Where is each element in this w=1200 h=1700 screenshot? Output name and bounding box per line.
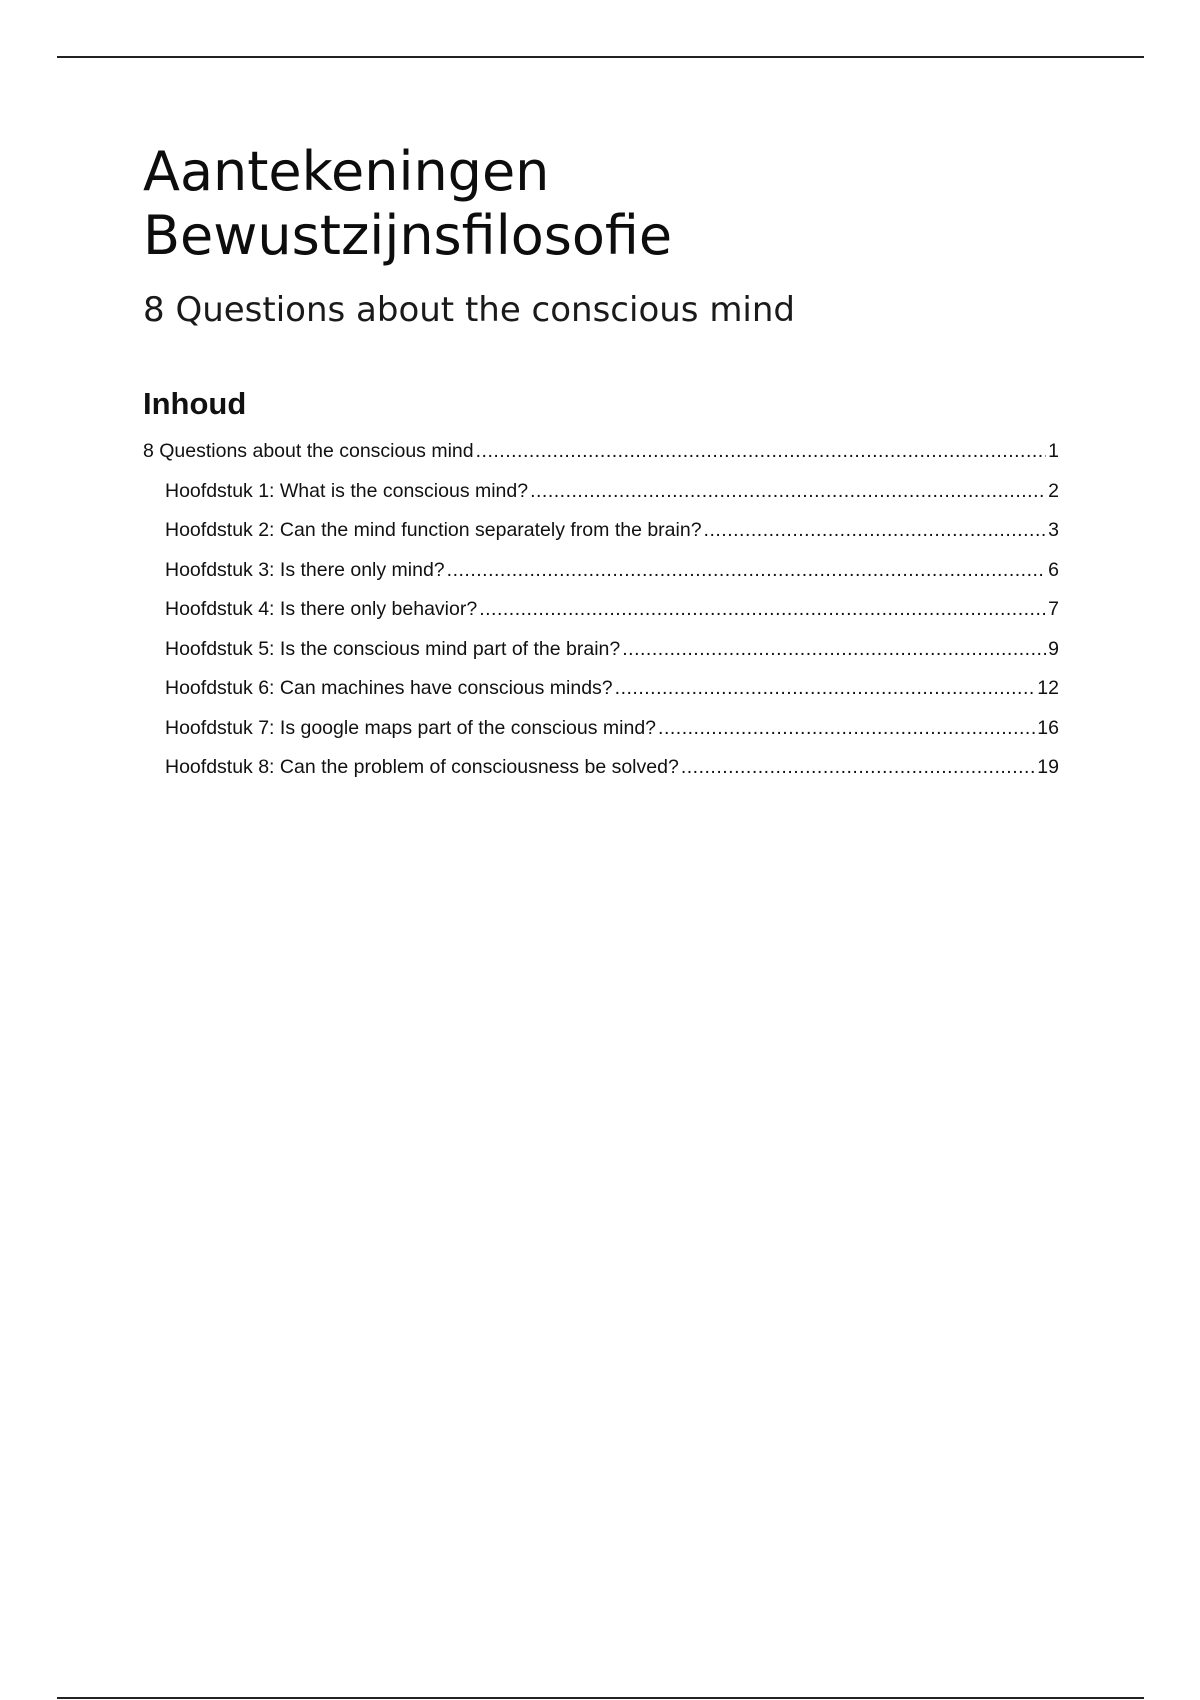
toc-entry-text: Hoofdstuk 1: What is the conscious mind? <box>165 479 529 502</box>
toc-dot-leader <box>476 440 1047 463</box>
footer-rule <box>57 1697 1144 1699</box>
document-title-line-1: Aantekeningen <box>143 140 550 203</box>
toc-entry[interactable] <box>143 559 1059 599</box>
toc-entry-page: 3 <box>1048 519 1059 541</box>
toc-entry-page: 1 <box>1048 440 1059 462</box>
toc-entry[interactable] <box>143 519 1059 559</box>
toc-dot-leader <box>615 677 1036 700</box>
toc-entry-page: 7 <box>1048 598 1059 620</box>
toc-entry-text: Hoofdstuk 7: Is google maps part of the conscious mind? <box>165 716 657 739</box>
toc-entry-page: 16 <box>1037 716 1059 739</box>
document-title <box>143 140 1059 268</box>
toc-entry-text: Hoofdstuk 8: Can the problem of consciousness be solved? <box>165 756 679 778</box>
toc-entry-text: Hoofdstuk 6: Can machines have conscious minds? <box>165 677 613 699</box>
toc-entry[interactable] <box>143 598 1059 638</box>
toc-entry-text: 8 Questions about the conscious mind <box>143 440 474 462</box>
toc-entry-text: Hoofdstuk 5: Is the conscious mind part of the brain? <box>165 637 621 660</box>
toc-entry-text: Hoofdstuk 3: Is there only mind? <box>165 558 445 581</box>
toc-entry-text: Hoofdstuk 4: Is there only behavior? <box>165 598 478 620</box>
toc-heading: Inhoud <box>143 386 247 421</box>
toc-entry-page: 19 <box>1037 756 1059 778</box>
toc-dot-leader <box>622 638 1046 661</box>
document-subtitle: 8 Questions about the conscious mind <box>143 290 796 330</box>
toc-entry[interactable] <box>143 677 1059 717</box>
toc-dot-leader <box>658 717 1035 740</box>
document-title-line-2: Bewustzijnsfilosofie <box>143 204 673 267</box>
toc-entry[interactable] <box>143 756 1059 796</box>
toc-entry-page: 6 <box>1048 558 1059 581</box>
toc-entry-page: 9 <box>1048 637 1059 660</box>
toc-dot-leader <box>681 756 1035 779</box>
toc-dot-leader <box>447 559 1046 582</box>
toc-entry-page: 2 <box>1048 479 1059 502</box>
toc-dot-leader <box>704 519 1047 542</box>
toc-dot-leader <box>479 598 1046 621</box>
toc-entry[interactable] <box>143 480 1059 520</box>
toc-dot-leader <box>530 480 1046 503</box>
toc-entry[interactable] <box>143 638 1059 678</box>
toc-entry-text: Hoofdstuk 2: Can the mind function separately from the brain? <box>165 519 702 541</box>
header-rule <box>57 56 1144 58</box>
toc-entry[interactable] <box>143 440 1059 480</box>
page-content <box>143 140 1059 796</box>
table-of-contents <box>143 440 1059 796</box>
toc-entry[interactable] <box>143 717 1059 757</box>
toc-entry-page: 12 <box>1037 677 1059 699</box>
